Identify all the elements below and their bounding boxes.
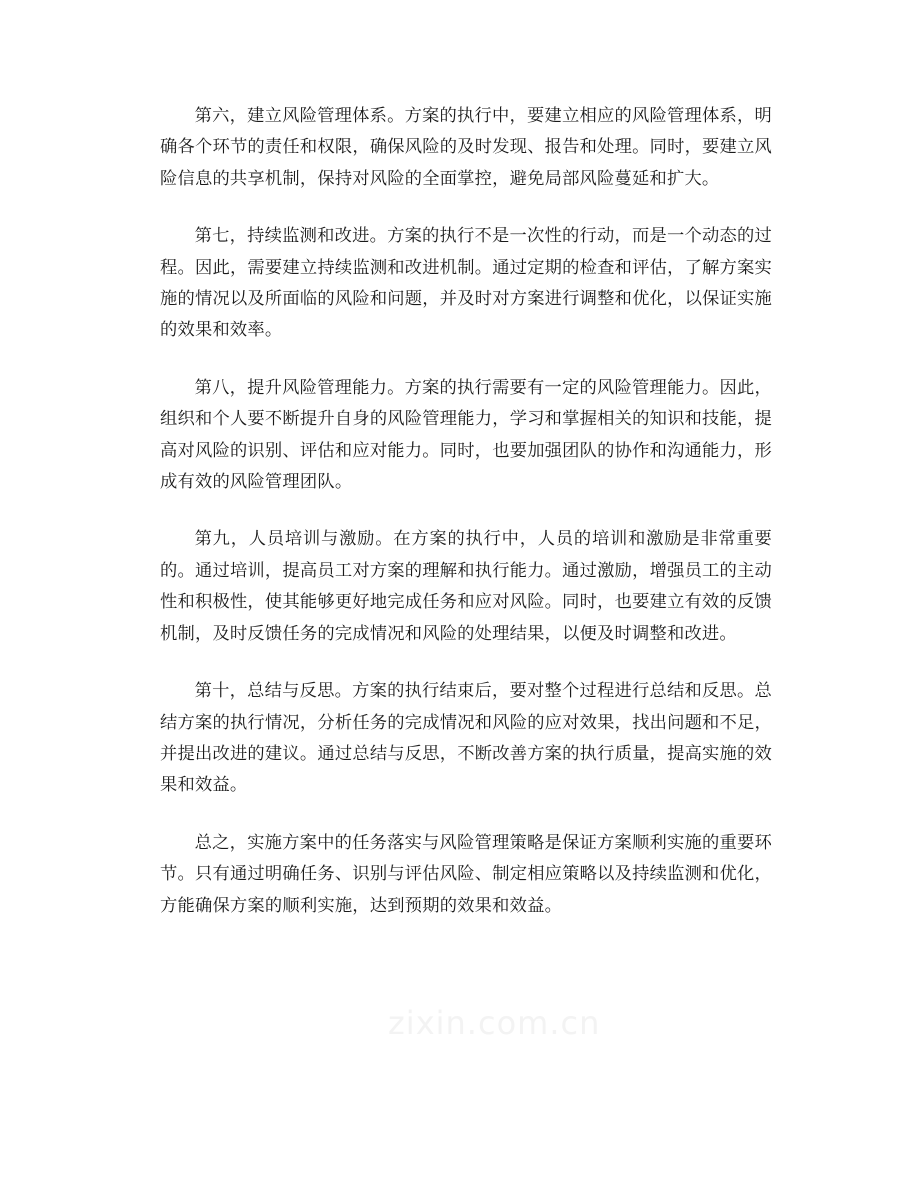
paragraph-7: 第七，持续监测和改进。方案的执行不是一次性的行动，而是一个动态的过程。因此，需要建立持续监测和改进机制。通过定期的检查和评估，了解方案实施的情况以及所面临的风险和问题，并及时对方案进行调整和优化，以保证实施的效果和效率。 [160,226,772,341]
paragraph-10: 第十，总结与反思。方案的执行结束后，要对整个过程进行总结和反思。总结方案的执行情况，分析任务的完成情况和风险的应对效果，找出问题和不足，并提出改进的建议。通过总结与反思，不断改善方案的执行质量，提高实施的效果和效益。 [160,681,772,796]
paragraph-9: 第九，人员培训与激励。在方案的执行中，人员的培训和激励是非常重要的。通过培训，提高员工对方案的理解和执行能力。通过激励，增强员工的主动性和积极性，使其能够更好地完成任务和应对风险。同时，也要建立有效的反馈机制，及时反馈任务的完成情况和风险的处理结果，以便及时调整和改进。 [160,529,772,644]
paragraph-conclusion: 总之，实施方案中的任务落实与风险管理策略是保证方案顺利实施的重要环节。只有通过明确任务、识别与评估风险、制定相应策略以及持续监测和优化，方能确保方案的顺利实施，达到预期的效果和效益。 [160,832,772,916]
paragraph-8: 第八，提升风险管理能力。方案的执行需要有一定的风险管理能力。因此，组织和个人要不断提升自身的风险管理能力，学习和掌握相关的知识和技能，提高对风险的识别、评估和应对能力。同时，也要加强团队的协作和沟通能力，形成有效的风险管理团队。 [160,377,772,493]
watermark: zixin.com.cn [388,1004,601,1042]
paragraph-6: 第六，建立风险管理体系。方案的执行中，要建立相应的风险管理体系，明确各个环节的责任和权限，确保风险的及时发现、报告和处理。同时，要建立风险信息的共享机制，保持对风险的全面掌控，避免局部风险蔓延和扩大。 [160,106,772,189]
document-body [160,101,772,948]
